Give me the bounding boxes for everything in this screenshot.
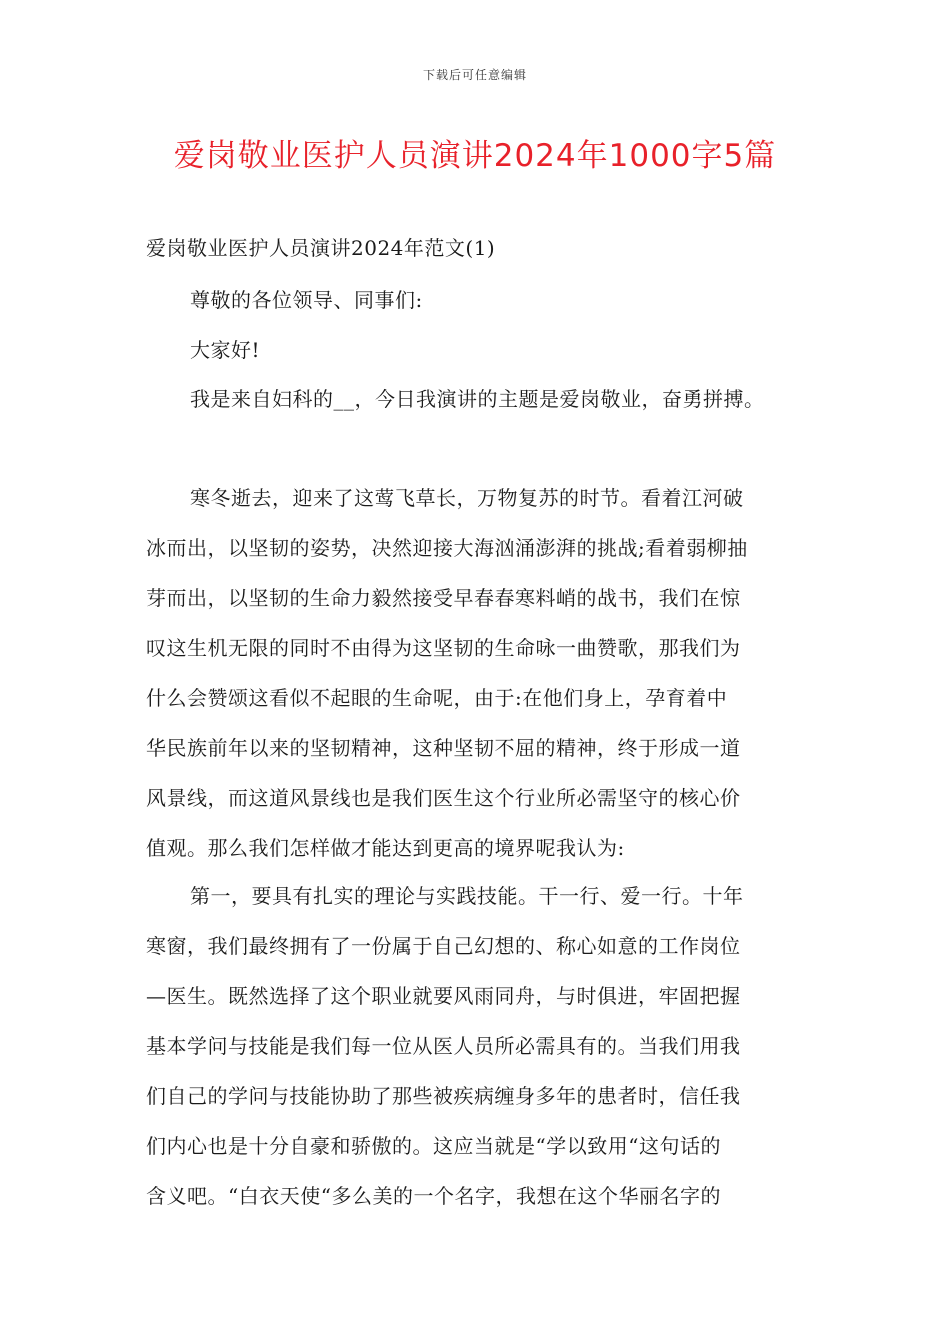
paragraph1-line: 寒冬逝去，迎来了这莺飞草长，万物复苏的时节。看着江河破 [190,486,744,510]
section-subtitle: 爱岗敬业医护人员演讲2024年范文(1) [146,236,496,260]
paragraph2-line: —医生。既然选择了这个职业就要风雨同舟，与时俱进，牢固把握 [146,984,741,1008]
paragraph1-line: 值观。那么我们怎样做才能达到更高的境界呢我认为: [146,836,625,860]
paragraph1-line: 芽而出，以坚韧的生命力毅然接受早春春寒料峭的战书，我们在惊 [146,586,741,610]
intro-line: 我是来自妇科的__，今日我演讲的主题是爱岗敬业，奋勇拼搏。 [190,387,765,411]
paragraph2-line: 第一，要具有扎实的理论与实践技能。干一行、爱一行。十年 [190,884,744,908]
paragraph2-line: 们内心也是十分自豪和骄傲的。这应当就是“学以致用“这句话的 [146,1134,721,1158]
paragraph1-line: 冰而出，以坚韧的姿势，决然迎接大海汹涌澎湃的挑战;看着弱柳抽 [146,536,748,560]
paragraph2-line: 含义吧。“白衣天使“多么美的一个名字，我想在这个华丽名字的 [146,1184,721,1208]
paragraph2-line: 寒窗，我们最终拥有了一份属于自己幻想的、称心如意的工作岗位 [146,934,741,958]
paragraph1-line: 叹这生机无限的同时不由得为这坚韧的生命咏一曲赞歌，那我们为 [146,636,741,660]
paragraph1-line: 华民族前年以来的坚韧精神，这种坚韧不屈的精神，终于形成一道 [146,736,741,760]
hello-line: 大家好! [190,338,261,362]
paragraph1-line: 风景线，而这道风景线也是我们医生这个行业所必需坚守的核心价 [146,786,741,810]
greeting-line: 尊敬的各位领导、同事们: [190,288,423,312]
paragraph2-line: 们自己的学问与技能协助了那些被疾病缠身多年的患者时，信任我 [146,1084,741,1108]
document-title: 爱岗敬业医护人员演讲2024年1000字5篇 [173,138,777,174]
paragraph2-line: 基本学问与技能是我们每一位从医人员所必需具有的。当我们用我 [146,1034,741,1058]
header-note: 下载后可任意编辑 [422,68,527,82]
paragraph1-line: 什么会赞颂这看似不起眼的生命呢，由于:在他们身上，孕育着中 [146,686,728,710]
